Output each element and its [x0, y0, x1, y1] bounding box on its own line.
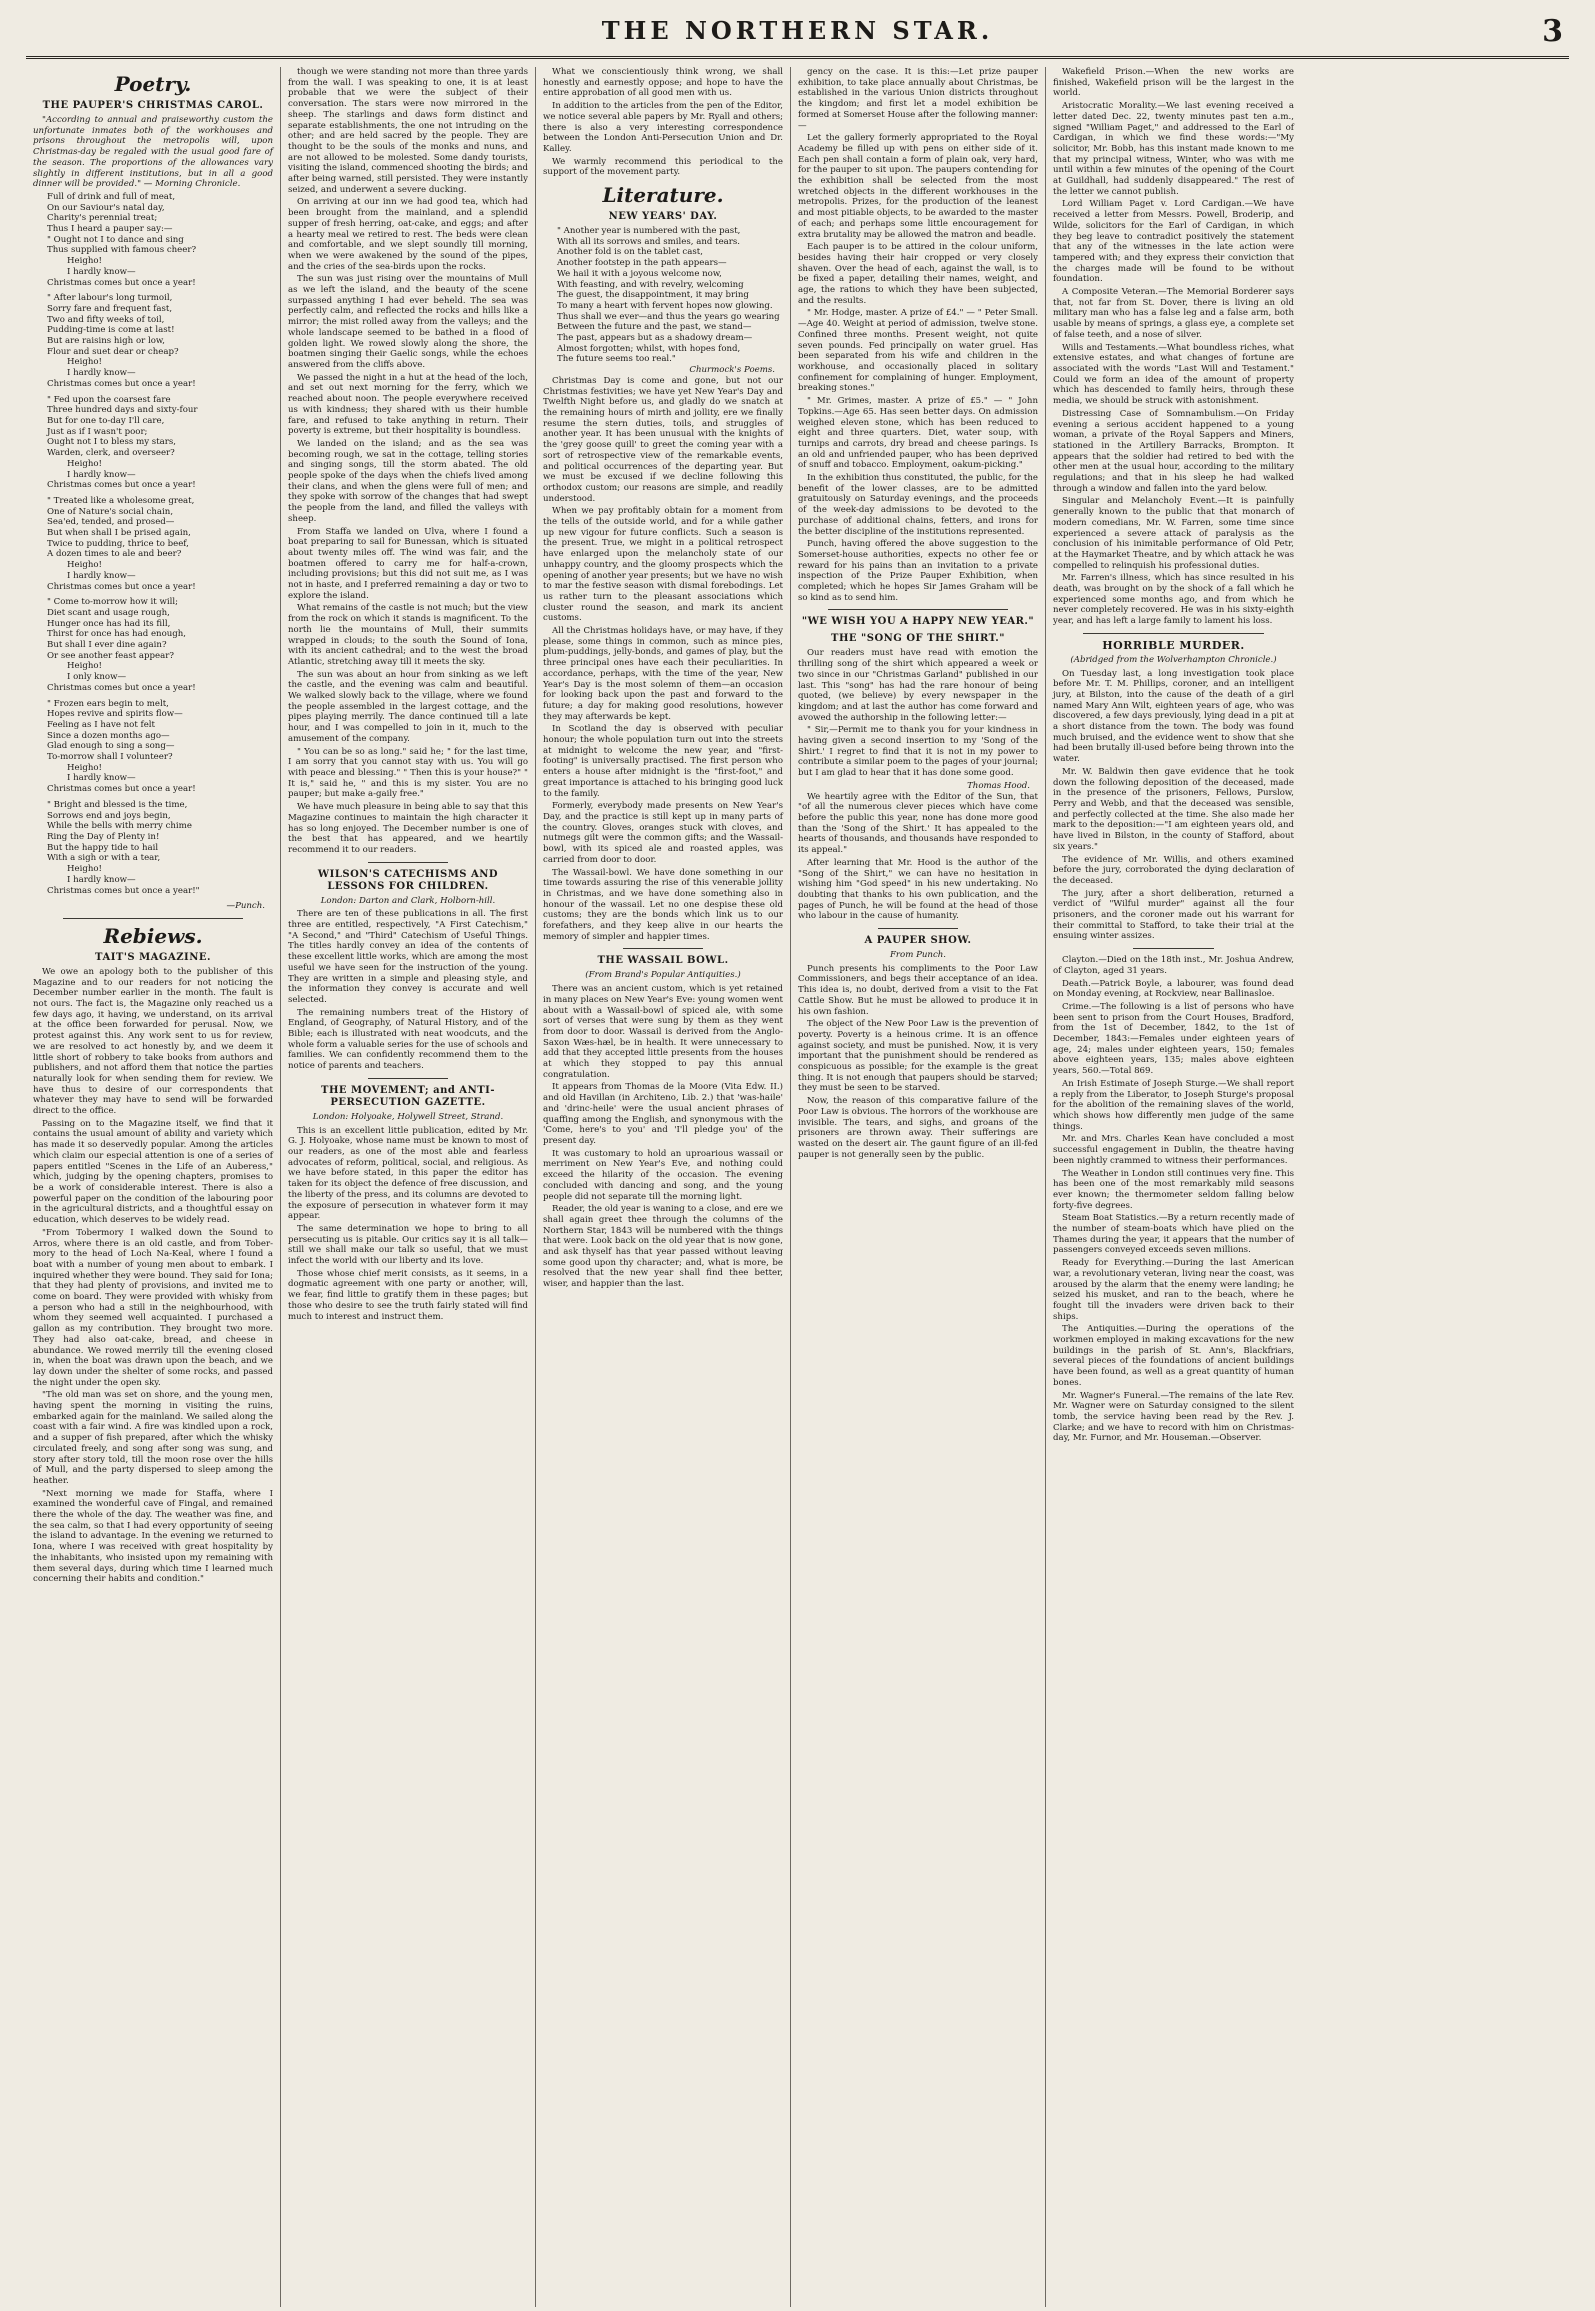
paragraph: Our readers must have read with emotion the thrilling song of the shirt which appeared a week or two since in our "Christmas Garland" published in our last. This "song" has had the rare honour of being quoted, (we believe) by every newspaper in the kingdom; and at last the author has come forward and avowed the authorship in the following letter:—	[798, 648, 1038, 723]
article-body	[288, 909, 528, 1072]
paragraph: gency on the case. It is this:—Let prize pauper exhibition, to take place annually about Christmas, be established in the various Union districts throughout the kingdom; and first let a model exhibition be formed at Somerset House after the following manner:—	[798, 67, 1038, 131]
paragraph: In Scotland the day is observed with peculiar honour; the whole population turn out into the streets at midnight to welcome the new year, and "first-footing" is universally practised. The first person who enters a house after midnight is the "first-foot," and great importance is attached to his bringing good luck to the family.	[543, 724, 783, 799]
article-subheading: From Punch.	[889, 950, 947, 961]
poem-line: Ring the Day of Plenty in!	[47, 832, 160, 842]
poem-line: Just as if I wasn't poor;	[47, 426, 148, 437]
poem-line: Glad enough to sing a song—	[47, 741, 175, 752]
poem-line: We hail it with a joyous welcome now,	[557, 268, 722, 279]
paragraph: " You can be so as long." said he; " for the last time, I am sorry that you cannot stay with us. You will go with peace and blessing." " Then this is your house?" " It is," said he, " and this is my sister. You are no pauper; but make a-gaily free."	[288, 746, 528, 800]
article-body	[543, 376, 783, 943]
paragraph: This is an excellent little publication, edited by Mr. G. J. Holyoake, whose name must be known to most of our readers, as one of the most able and fearless advocates of reform, political, social, and religious. As we have before stated, in this paper the editor has taken for its object the defence of free discussion, and the liberty of the press, and its columns are devoted to the exposure of persecution in whatever form it may appear.	[288, 1125, 528, 1222]
column-5	[1046, 67, 1301, 2307]
poem-line: Twice to pudding, thrice to beef,	[47, 538, 189, 549]
poem-line: To many a heart with fervent hopes now glowing.	[557, 300, 773, 311]
poem-line: Warden, clerk, and overseer?	[47, 448, 175, 459]
poem-line: With all its sorrows and smiles, and tears.	[557, 236, 741, 247]
poem-line: But for one to-day I'll care,	[47, 415, 165, 426]
poem-line: With a sigh or with a tear,	[47, 853, 161, 864]
article-body	[288, 1126, 528, 1323]
poem-line: Diet scant and usage rough,	[47, 607, 170, 618]
section-heading-reviews: Rebiews.	[103, 923, 203, 948]
divider	[623, 948, 703, 949]
article-subheading: (From Brand's Popular Antiquities.)	[585, 970, 741, 981]
poem-line: Sorry fare and frequent fast,	[47, 303, 173, 314]
masthead	[26, 14, 1569, 59]
signature: Thomas Hood.	[967, 780, 1030, 791]
column-4	[791, 67, 1046, 2307]
paragraph: When we pay profitably obtain for a moment from the tells of the outside world, and for a while gather up new vigour for future conflicts. Such a season is the present. True, we might in a political retrospect have enlarged upon the melancholy state of our unhappy country, and the gloomy prospects which the opening of another year presents; but we have no wish to mar the festive season with dismal forebodings. Let us rather turn to the pleasant associations which cluster round the season, and mark its ancient customs.	[543, 506, 783, 624]
poem-line: Or see another feast appear?	[47, 650, 174, 661]
poem-line: To-morrow shall I volunteer?	[47, 752, 173, 763]
signature: —Punch.	[226, 901, 265, 912]
paragraph: On arriving at our inn we had good tea, which had been brought from the mainland, and a splendid supper of fresh herring, oat-cake, and eggs; and after a hearty meal we retired to rest. The beds were clean and comfortable, and we slept soundly till morning, when we were awakened by the sound of the pipes, and the cries of the sea-birds upon the rocks.	[288, 197, 528, 272]
paragraph: Passing on to the Magazine itself, we find that it contains the usual amount of ability and variety which has made it so deservedly popular. Among the articles which claim our especial attention is one of a series of papers entitled "Scenes in the Life of an Auberess," which, judging by the opening chapters, promises to be a work of considerable interest. There is also a powerful paper on the condition of the labouring poor in the agricultural districts, and a thoughtful essay on education, which deserves to be widely read.	[33, 1118, 273, 1226]
paragraph: Punch, having offered the above suggestion to the Somerset-house authorities, expects no other fee or reward for his pains than an invitation to a private inspection of the Prize Pauper Exhibition, when completed; which he hopes Sir James Graham will be so kind as to send him.	[798, 539, 1038, 603]
poem-line: But shall I ever dine again?	[47, 640, 167, 651]
article-body	[1053, 67, 1294, 627]
poem-line: The future seems too real."	[557, 354, 676, 365]
article-body	[798, 648, 1038, 778]
section-heading-literature: Literature.	[602, 183, 724, 208]
poem-line: Christmas comes but once a year!	[47, 480, 196, 491]
column-1	[26, 67, 281, 2307]
article-heading: NEW YEARS' DAY.	[608, 211, 718, 223]
poem-line: I hardly know—	[67, 368, 136, 379]
poem-line: I hardly know—	[67, 469, 136, 480]
paragraph: " Sir,—Permit me to thank you for your kindness in having given a second insertion to my 'Song of the Shirt.' I regret to find that it is not in my power to contribute a similar poem to the pages of your journal; but I am glad to hear that it has done some good.	[798, 725, 1038, 779]
article-body	[288, 67, 528, 856]
poem-line: The guest, the disappointment, it may bring	[557, 290, 749, 301]
article-body	[798, 792, 1038, 922]
signature: Churmock's Poems.	[689, 365, 775, 376]
paragraph: "Next morning we made for Staffa, where I examined the wonderful cave of Fingal, and remained there the whole of the day. The weather was fine, and the sea calm, so that I had every opportunity of seeing the island to advantage. In the evening we returned to Iona, where I was received with great hospitality by the inhabitants, who insisted upon my remaining with them several days, during which time I learned much concerning their habits and condition."	[33, 1488, 273, 1585]
poem-line: Another footstep in the path appears—	[557, 258, 727, 269]
article-heading: THE MOVEMENT; and ANTI-PERSECUTION GAZETTE.	[321, 1084, 495, 1108]
poem-line: Full of drink and full of meat,	[47, 191, 176, 202]
section-heading-poetry: Poetry.	[114, 72, 192, 96]
poem-line: One of Nature's social chain,	[47, 506, 174, 517]
poem-new-year	[543, 226, 783, 365]
paragraph: Mr. and Mrs. Charles Kean have concluded a most successful engagement in Dublin, the theatre having been nightly crammed to witness their performances.	[1053, 1134, 1294, 1166]
divider	[368, 1078, 448, 1079]
paragraph: " Mr. Hodge, master. A prize of £4." — " Peter Small.—Age 40. Weight at period of admission, twelve stone. Confined three months. Present weight, not quite seven pounds. Fed principally on water gruel. Has been separated from his wife and children in the workhouse, and occasionally placed in solitary confinement for complaining of hunger. Employment, breaking stones."	[798, 308, 1038, 394]
poem-line: " Bright and blessed is the time,	[47, 799, 188, 810]
poem-line: Heigho!	[67, 661, 102, 672]
poem-line: Thirst for once has had enough,	[47, 629, 187, 640]
paragraph: Those whose chief merit consists, as it seems, in a dogmatic agreement with one party or another, will, we fear, find little to gratify them in these pages; but those who desire to see the truth fairly stated will find much to interest and instruct them.	[288, 1268, 528, 1322]
paragraph: We heartily agree with the Editor of the Sun, that "of all the numerous clever pieces which have come before the public this year, none has done more good than the 'Song of the Shirt.' It has appealed to the hearts of thousands, and thousands have responded to its appeal."	[798, 791, 1038, 856]
paragraph: " Mr. Grimes, master. A prize of £5." — " John Topkins.—Age 65. Has seen better days. On admission weighed eleven stone, which has been reduced to eight and three quarters. Diet, water soup, with turnips and carrots, dry bread and cheese parings. Is an old and unfriended pauper, who has been deprived of snuff and tobacco. Employment, oakum-picking."	[798, 396, 1038, 471]
poem-line: " Fed upon the coarsest fare	[47, 394, 171, 405]
poem-line: I hardly know—	[67, 266, 136, 277]
paragraph: Singular and Melancholy Event.—It is painfully generally known to the public that that monarch of modern comedians, Mr. W. Farren, some time since experienced a severe attack of paralysis as the conclusion of his inimitable performance of Old Petr, at the Haymarket Theatre, and by which attack he was compelled to relinquish his professional duties.	[1053, 496, 1294, 571]
poem-line: Another fold is on the tablet cast,	[557, 247, 703, 258]
paragraph: "From Tobermory I walked down the Sound to Arros, where there is an old castle, and from Tober-mory to the head of Loch Na-Keal, where I found a boat with a number of young men about to embark. I inquired whether they were bound. They said for Iona; that they had plenty of provisions, and invited me to come on board. They were provided with whisky from a person who had a still in the neighbourhood, with whom they seemed well acquainted. I purchased a gallon as my contribution. They brought two more. They had also oat-cake, bread, and cheese in abundance. We rowed merrily till the evening closed in, when the boat was drawn upon the beach, and we lay down under the shelter of some rocks, and passed the night under the open sky.	[33, 1227, 273, 1388]
poem-line: Christmas comes but once a year!"	[47, 885, 200, 896]
paragraph: Christmas Day is come and gone, but not our Christmas festivities; we have yet New Year's Day and Twelfth Night before us, and gladly do we snatch at the remaining hours of mirth and jollity, ere we finally resume the stern duties, toils, and struggles of another year. It has been unusual with the knights of the 'grey goose quill' to greet the coming year with a sort of retrospective view of the remarkable events, and political occurrences of the departing year. But we must be excused if we decline following this orthodox custom; our reasons are simple, and readily understood.	[543, 375, 783, 504]
article-heading: THE "SONG OF THE SHIRT."	[831, 633, 1005, 645]
poem-line: A dozen times to ale and beer?	[47, 549, 182, 560]
article-heading: THE PAUPER'S CHRISTMAS CAROL.	[42, 100, 264, 111]
paragraph: Aristocratic Morality.—We last evening received a letter dated Dec. 22, twenty minutes past ten a.m., signed "William Paget," and addressed to the Earl of Cardigan, in which we find these words:—"My solicitor, Mr. Bobb, has this instant made known to me that my principal witness, Winter, who was with me until within a few minutes of the opening of the Court at Guildhall, had suddenly disappeared." The rest of the letter we cannot publish.	[1053, 101, 1294, 197]
paragraph: We warmly recommend this periodical to the support of the movement party.	[543, 156, 783, 178]
column-2	[281, 67, 536, 2307]
paragraph: In addition to the articles from the pen of the Editor, we notice several able papers by Mr. Ryall and others; there is also a very interesting correspondence between the London Anti-Persecution Union and Dr. Kalley.	[543, 101, 783, 154]
paragraph: Reader, the old year is waning to a close, and ere we shall again greet thee through the columns of the Northern Star, 1843 will be numbered with the things that were. Look back on the old year that is now gone, and ask thyself has that year passed without leaving some good upon thy character; and, what is more, be resolved that the new year shall find thee better, wiser, and happier than the last.	[543, 1204, 783, 1290]
poem-line: " Treated like a wholesome great,	[47, 495, 195, 506]
poem-line: Between the future and the past, we stand—	[557, 322, 752, 333]
paragraph: The Weather in London still continues very fine. This has been one of the most remarkably mild seasons ever known; the thermometer seldom falling below forty-five degrees.	[1053, 1168, 1294, 1211]
paragraph: From Staffa we landed on Ulva, where I found a boat preparing to sail for Bunessan, which is situated about twenty miles off. The wind was fair, and the boatmen offered to carry me for half-a-crown, including provisions; but this did not suit me, as I was not in haste, and I preferred remaining a day or two to explore the island.	[288, 526, 528, 601]
article-subheading: (Abridged from the Wolverhampton Chronicle.)	[1070, 654, 1277, 665]
divider	[1133, 948, 1214, 949]
poem-line: Three hundred days and sixty-four	[47, 405, 198, 416]
paragraph: The sun was just rising over the mountains of Mull as we left the island, and the beauty of the scene surpassed anything I had ever beheld. The sea was perfectly calm, and reflected the rocks and hills like a mirror; the mist rolled away from the valleys; and the whole landscape seemed to be bathed in a flood of golden light. We rowed slowly along the shore, the boatmen singing their Gaelic songs, while the echoes answered from the cliffs above.	[288, 274, 528, 370]
divider	[878, 928, 958, 929]
poem-line: With feasting, and with revelry, welcoming	[557, 279, 744, 290]
poem-line: Christmas comes but once a year!	[47, 277, 196, 288]
poem-line: Feeling as I have not felt	[47, 719, 156, 730]
poem-line: Christmas comes but once a year!	[47, 581, 196, 592]
paragraph: After learning that Mr. Hood is the author of the "Song of the Shirt," we can have no hesitation in wishing him "God speed" in his new undertaking. No doubting that thanks to his own publication, and the pages of Punch, he will be found at the head of those who labour in the cause of humanity.	[798, 857, 1038, 922]
article-body	[798, 964, 1038, 1161]
article-heading: "WE WISH YOU A HAPPY NEW YEAR."	[801, 616, 1035, 628]
newspaper-title: THE NORTHERN STAR.	[601, 16, 994, 45]
divider	[368, 862, 448, 863]
article-body	[1053, 669, 1294, 943]
poem-line: Heigho!	[67, 864, 102, 875]
poem-line: " Come to-morrow how it will;	[47, 597, 178, 608]
poem-line: Christmas comes but once a year!	[47, 784, 196, 795]
poem-line: Thus supplied with famous cheer?	[47, 245, 197, 256]
paragraph: An Irish Estimate of Joseph Sturge.—We shall report a reply from the Liberator, to Joseph Sturge's proposal for the abolition of the remaining slaves of the world, which shows how differently men judge of the same things.	[1053, 1078, 1294, 1132]
poem-line: Heigho!	[67, 560, 102, 571]
paragraph: We passed the night in a hut at the head of the loch, and set out next morning for the ferry, which we reached about noon. The people everywhere received us with kindness; they shared with us their humble fare, and refused to take anything in return. Their poverty is extreme, but their hospitality is boundless.	[288, 372, 528, 437]
paragraph: The same determination we hope to bring to all persecuting us is pitable. Our critics say it is all talk—still we shall make our talk so useful, that we must infect the world with our liberty and its love.	[288, 1223, 528, 1267]
poem-line: Thus shall we ever—and thus the years go wearing	[557, 311, 780, 322]
poem-line: I hardly know—	[67, 570, 136, 581]
paragraph: The Wassail-bowl. We have done something in our time towards assuring the rise of this venerable jollity in Christmas, and we have done something also in honour of the wassail. Let no one despise these old customs; they are the bonds which link us to our forefathers, and they keep alive in our hearts the memory of simpler and happier times.	[543, 867, 783, 942]
article-heading: TAIT'S MAGAZINE.	[95, 951, 211, 963]
paragraph: Let the gallery formerly appropriated to the Royal Academy be filled up with pens on either side of it. Each pen shall contain a form of plain oak, very hard, for the pauper to sit upon. The paupers contending for the exhibition shall be selected from the most wretched objects in the different workhouses in the metropolis. Prizes, for the production of the leanest and most pitiable objects, to be awarded to the master of each; and perhaps some little encouragement for extra brutality may be allowed the matron and beadle.	[798, 133, 1038, 240]
paragraph: Wakefield Prison.—When the new works are finished, Wakefield prison will be the largest in the world.	[1053, 67, 1294, 99]
paragraph: The sun was about an hour from sinking as we left the castle, and the evening was calm and beautiful. We walked slowly back to the village, where we found the people assembled in the largest cottage, and the pipes playing merrily. The dance continued till a late hour, and I was compelled to join in it, much to the amusement of the company.	[288, 669, 528, 744]
paragraph: Crime.—The following is a list of persons who have been sent to prison from the Court Houses, Bradford, from the 1st of December, 1842, to the 1st of December, 1843:—Females under eighteen years of age, 24; males under eighteen years, 150; females above eighteen years, 135; males above eighteen years, 560.—Total 869.	[1053, 1001, 1294, 1077]
article-body	[1053, 955, 1294, 1444]
paragraph: Lord William Paget v. Lord Cardigan.—We have received a letter from Messrs. Powell, Broderip, and Wilde, solicitors for the Earl of Cardigan, in which they beg leave to contradict positively the statement that any of the witnesses in the late action were tampered with; and they express their conviction that the charges made will be found to be without foundation.	[1053, 199, 1294, 285]
poem-line: On our Saviour's natal day,	[47, 202, 165, 213]
poem-line: The past, appears but as a shadowy dream—	[557, 333, 753, 344]
poem-line: " Ought not I to dance and sing	[47, 234, 184, 245]
paragraph: On Tuesday last, a long investigation took place before Mr. T. M. Phillips, coroner, and an intelligent jury, at Bilston, into the cause of the death of a girl named Mary Ann Wilt, eighteen years of age, who was discovered, a few days previously, lying dead in a pit at a short distance from the town. The body was found much bruised, and the evidence went to show that she had been brutally ill-used before being thrown into the water.	[1053, 668, 1294, 765]
article-body	[543, 67, 783, 178]
poem-line: I hardly know—	[67, 773, 136, 784]
poem-line: Two and fifty weeks of toil,	[47, 314, 165, 325]
poem-line: But the happy tide to hail	[47, 842, 159, 853]
divider	[63, 918, 243, 919]
poem-line: Pudding-time is come at last!	[47, 325, 175, 336]
article-heading: THE WASSAIL BOWL.	[597, 955, 729, 967]
paragraph: Wills and Testaments.—What boundless riches, what extensive estates, and what changes of fortune are associated with the words "Last Will and Testament." Could we form an idea of the amount of property which has descended to family heirs, through these media, we should be struck with astonishment.	[1053, 342, 1294, 407]
poem-line: Ought not I to bless my stars,	[47, 437, 177, 448]
poem-line: Hunger once has had its fill,	[47, 618, 171, 629]
poem-line: Christmas comes but once a year!	[47, 682, 196, 693]
paragraph: Each pauper is to be attired in the colour uniform, besides having their hair cropped or very closely shaven. Over the head of each, against the wall, is to be fixed a paper, detailing their names, weight, and age, the rations to which they have been subjected, and the results.	[798, 242, 1038, 306]
columns	[26, 67, 1569, 2307]
poem-line: Heigho!	[67, 458, 102, 469]
paragraph: Mr. Wagner's Funeral.—The remains of the late Rev. Mr. Wagner were on Saturday consigned to the silent tomb, the service having been read by the Rev. J. Clarke; and we have to record with him on Christmas-day, Mr. Furnor, and Mr. Houseman.—Observer.	[1053, 1390, 1294, 1444]
paragraph: The evidence of Mr. Willis, and others examined before the jury, corroborated the dying declaration of the deceased.	[1053, 854, 1294, 886]
page-number: 3	[1542, 14, 1563, 49]
poem-line: I hardly know—	[67, 874, 136, 885]
poem-line: " Frozen ears begin to melt,	[47, 698, 169, 709]
paragraph: Steam Boat Statistics.—By a return recently made of the number of steam-boats which have plied on the Thames during the year, it appears that the number of passengers conveyed exceeds seven millions.	[1053, 1213, 1294, 1256]
article-subheading: London: Holyoake, Holywell Street, Strand.	[312, 1111, 504, 1122]
poem-line: But when shall I be prised again,	[47, 528, 191, 539]
poem-line: " After labour's long turmoil,	[47, 293, 173, 304]
paragraph: What remains of the castle is not much; but the view from the rock on which it stands is magnificent. To the north lie the mountains of Mull, their summits wrapped in clouds; to the south the Sound of Iona, with its ancient cathedral; and to the west the broad Atlantic, stretching away till it meets the sky.	[288, 603, 528, 667]
divider	[1083, 633, 1264, 634]
poem-line: Heigho!	[67, 762, 102, 773]
paragraph: A Composite Veteran.—The Memorial Borderer says that, not far from St. Dover, there is living an old military man who has a false leg and a false arm, both usable by means of springs, a glass eye, a complete set of false teeth, and a nose of silver.	[1053, 287, 1294, 340]
poem-line: Sorrows end and joys begin,	[47, 810, 171, 821]
paragraph: The Antiquities.—During the operations of the workmen employed in making excavations for the new buildings in the parish of St. Ann's, Blackfriars, several pieces of the foundations of ancient buildings have been found, as well as a great quantity of human bones.	[1053, 1324, 1294, 1388]
paragraph: There are ten of these publications in all. The first three are entitled, respectively, "A First Catechism," "A Second," and "Third" Catechism of Useful Things. The titles hardly convey an idea of the contents of these excellent little works, which are among the most useful we have seen for the instruction of the young. They are written in a simple and pleasing style, and the information they convey is accurate and well selected.	[288, 909, 528, 1005]
paragraph: The object of the New Poor Law is the prevention of poverty. Poverty is a heinous crime. It is an offence against society, and must be punished. Now, it is very important that the punishment should be rendered as conspicuous as possible; for the example is the great thing. It is not enough that paupers should be starved; they must be seen to be starved.	[798, 1019, 1038, 1094]
paragraph: Distressing Case of Somnambulism.—On Friday evening a serious accident happened to a young woman, a private of the Royal Sappers and Miners, stationed in the Artillery Barracks, Brompton. It appears that the soldier had retired to bed with the other men at the usual hour, according to the military regulations; and that in his sleep he had walked through a window and fallen into the yard below.	[1053, 408, 1294, 494]
poem-line: Since a dozen months ago—	[47, 730, 170, 741]
paragraph: Clayton.—Died on the 18th inst., Mr. Joshua Andrew, of Clayton, aged 31 years.	[1053, 955, 1294, 976]
paragraph: "The old man was set on shore, and the young men, having spent the morning in visiting the ruins, embarked again for the mainland. We sailed along the coast with a fair wind. A fire was kindled upon a rock, and a supper of fish prepared, after which the whisky circulated freely, and song after song was sung, and story after story told, till the moon rose over the hills of Mull, and the party dispersed to sleep among the heather.	[33, 1390, 273, 1486]
paragraph: Mr. W. Baldwin then gave evidence that he took down the following deposition of the deceased, made in the presence of the prisoners, Fellows, Purslow, Perry and Webb, and that the deceased was sensible, and perfectly collected at the time. She also made her mark to the deposition:—"I am eighteen years old, and have lived in Bilston, in the county of Stafford, about six years."	[1053, 766, 1294, 852]
poem-line: Almost forgotten; whilst, with hopes fond,	[557, 343, 741, 354]
poem-line: Charity's perennial treat;	[47, 213, 158, 224]
paragraph: We have much pleasure in being able to say that this Magazine continues to maintain the high character it has so long enjoyed. The December number is one of the best that has appeared, and we heartily recommend it to our readers.	[288, 802, 528, 855]
poem-line: But are raisins high or low,	[47, 336, 165, 347]
poem-line: Christmas comes but once a year!	[47, 378, 196, 389]
article-subheading: London: Darton and Clark, Holborn-hill.	[320, 895, 496, 906]
poem-line: Heigho!	[67, 256, 102, 267]
poem-line: Heigho!	[67, 357, 102, 368]
poem-line: I only know—	[67, 672, 127, 683]
paragraph: Formerly, everybody made presents on New Year's Day, and the practice is still kept up in many parts of the country. Gloves, oranges stuck with cloves, and nutmegs gilt were the common gifts; and the Wassail-bowl, with its spiced ale and roasted apples, was carried from door to door.	[543, 801, 783, 865]
divider	[828, 609, 1008, 610]
paragraph: It was customary to hold an uproarious wassail or merriment on New Year's Eve, and nothing could exceed the hilarity of the occasion. The evening concluded with dancing and song, and the young people did not separate till the morning light.	[543, 1148, 783, 1202]
poem-carol	[33, 192, 273, 896]
paragraph: It appears from Thomas de la Moore (Vita Edw. II.) and old Havillan (in Architeno, Lib. 2.) that 'was-haile' and 'drinc-heile' were the usual ancient phrases of quaffing among the English, and synonymous with the 'Come, here's to you' and 'I'll pledge you' of the present day.	[543, 1082, 783, 1146]
paragraph: We owe an apology both to the publisher of this Magazine and to our readers for not noticing the December number earlier in the month. The fault is not ours. The fact is, the Magazine only reached us a few days ago, it having, we understand, on its arrival at the office been forwarded for perusal. Now, we protest against this. Any work sent to us for review, we are resolved to act honestly by, and we deem it little short of robbery to take books from authors and publishers, and not afford them that notice the parties naturally look for when sending them for review. We have thus to desire of our correspondents that whatever they may have to send will be forwarded direct to the office.	[33, 966, 273, 1117]
paragraph: What we conscientiously think wrong, we shall honestly and earnestly oppose; and hope to have the entire approbation of all good men with us.	[543, 67, 783, 99]
poem-line: Sea'ed, tended, and prosed—	[47, 517, 175, 528]
paragraph: In the exhibition thus constituted, the public, for the benefit of the lower classes, are to be admitted gratuitously on Saturday evenings, and the proceeds of the week-day admissions to be devoted to the purchase of additional chains, fetters, and irons for the better discipline of the institutions represented.	[798, 473, 1038, 537]
poem-line: Flour and suet dear or cheap?	[47, 346, 179, 357]
paragraph: Punch presents his compliments to the Poor Law Commissioners, and begs their acceptance of an idea. This idea is, no doubt, derived from a visit to the Fat Cattle Show. But he must be allowed to produce it in his own fashion.	[798, 963, 1038, 1017]
poem-line: " Another year is numbered with the past,	[557, 226, 741, 237]
paragraph: We landed on the island; and as the sea was becoming rough, we sat in the cottage, telling stories and singing songs, till the storm abated. The old people spoke of the days when the chiefs lived among their clans, and when the glens were full of men; and they spoke with sorrow of the changes that had swept the people from the land, and filled the valleys with sheep.	[288, 438, 528, 524]
article-heading: A PAUPER SHOW.	[864, 935, 972, 947]
paragraph: There was an ancient custom, which is yet retained in many places on New Year's Eve: young women went about with a Wassail-bowl of spiced ale, with some sort of verses that were sung by them as they went from door to door. Wassail is derived from the Anglo-Saxon Wæs-hæl, be in health. It were unnecessary to add that they accepted little presents from the houses at which they stopped to pay this annual congratulation.	[543, 984, 783, 1080]
article-heading: WILSON'S CATECHISMS AND LESSONS FOR CHILDREN.	[317, 868, 499, 892]
article-body	[33, 967, 273, 1585]
paragraph: "According to annual and praiseworthy custom the unfortunate inmates both of the workhouses and prisons throughout the metropolis will, upon Christmas-day be regaled with the usual good fare of the season. The proportions of the allowances vary slightly in different institutions, but in all a good dinner will be provided." — Morning Chronicle.	[33, 115, 273, 190]
paragraph: Mr. Farren's illness, which has since resulted in his death, was brought on by the shock of a fall which he experienced some months ago, and from which he never completely recovered. He was in his sixty-eighth year, and has left a large family to lament his loss.	[1053, 573, 1294, 627]
poem-line: While the bells with merry chime	[47, 821, 192, 832]
paragraph: Ready for Everything.—During the last American war, a revolutionary veteran, living near the coast, was aroused by the alarm that the enemy were landing; he seized his musket, and ran to the beach, where he fought till the invaders were driven back to their ships.	[1053, 1258, 1294, 1322]
paragraph: Death.—Patrick Boyle, a labourer, was found dead on Monday evening, at Rockview, near Ballinasloe.	[1053, 978, 1294, 1000]
paragraph: All the Christmas holidays have, or may have, if they please, some things in common, such as mince pies, plum-puddings, jelly-bonds, and games of play, but the three principal ones have each their peculiarities. In accordance, perhaps, with the time of the year, New Year's Day is the most solemn of them—an occasion for looking back upon the past and forward to the future; a day for making good resolutions, however they may afterwards be kept.	[543, 626, 783, 722]
paragraph: Now, the reason of this comparative failure of the Poor Law is obvious. The horrors of the workhouse are invisible. The tears, and sighs, and groans of the prisoners are thrown away. Their sufferings are wasted on the desert air. The gaunt figure of an ill-fed pauper is not generally seen by the public.	[798, 1096, 1038, 1160]
article-heading: HORRIBLE MURDER.	[1102, 638, 1245, 652]
paragraph: The jury, after a short deliberation, returned a verdict of "Wilful murder" against all the four prisoners, and the coroner made out his warrant for their committal to Stafford, to take their trial at the ensuing winter assizes.	[1053, 888, 1294, 942]
paragraph: The remaining numbers treat of the History of England, of Geography, of Natural History, and of the Bible; each is illustrated with neat woodcuts, and the whole form a valuable series for the use of schools and families. We can confidently recommend them to the notice of parents and teachers.	[288, 1007, 528, 1072]
poem-line: Thus I heard a pauper say:—	[47, 224, 173, 235]
paragraph: though we were standing not more than three yards from the wall. I was speaking to one, it is at least probable that we were the subject of their conversation. The stars were now mirrored in the sheep. The starlings and daws form distinct and separate establishments, the one not intruding on the other; and are held sacred by the people. They are thought to be the souls of the monks and nuns, and are not allowed to be molested. Some dandy tourists, visiting the island, commenced shooting the birds; and after being warned, still persisted. They were instantly seized, and underwent a severe ducking.	[288, 67, 528, 195]
column-3	[536, 67, 791, 2307]
article-body	[798, 67, 1038, 603]
poem-line: Hopes revive and spirits flow—	[47, 709, 183, 720]
article-body	[543, 984, 783, 1290]
